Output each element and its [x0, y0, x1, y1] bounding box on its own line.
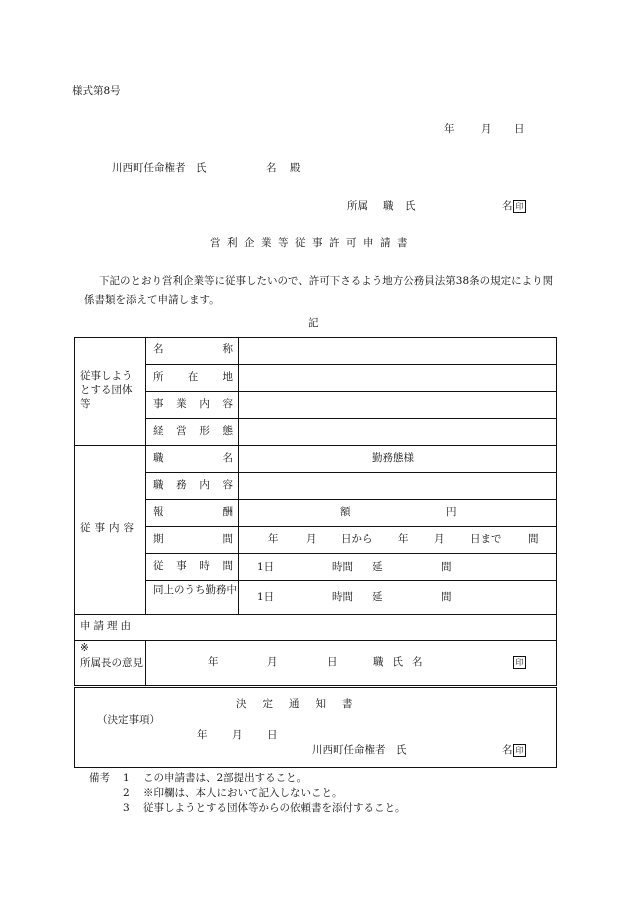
table-line	[145, 499, 557, 500]
addressee-name-end: 名	[266, 162, 277, 174]
date-month: 月	[481, 123, 492, 135]
applicant-position: 職	[383, 200, 394, 212]
period-day-from: 日から	[341, 533, 373, 545]
hours2-hours: 時間	[332, 591, 353, 603]
duty-section-label: 従事内容	[80, 522, 138, 534]
note-number: 3	[123, 802, 130, 814]
body-text: 下記のとおり営利企業等に従事したいので、許可下さるよう地方公務員法第38条の規定により関係書類を添えて申請します。	[84, 275, 554, 306]
duty-row-content-label: 職 務 内 容	[153, 479, 233, 491]
applicant-name-end: 名	[502, 200, 513, 212]
opinion-month: 月	[267, 656, 278, 668]
period-month-from: 月	[306, 533, 317, 545]
period-total: 間	[528, 533, 539, 545]
table-line	[74, 640, 557, 641]
form-title: 営利企業等従事許可申請書	[210, 237, 414, 249]
hours-end: 間	[441, 561, 452, 573]
period-day-to: 日まで	[470, 533, 502, 545]
decision-matters: （決定事項）	[97, 714, 160, 726]
date-day: 日	[514, 123, 525, 135]
decision-day: 日	[267, 729, 278, 741]
duty-row-reward-label: 報 酬	[153, 506, 233, 518]
period-year-to: 年	[398, 533, 409, 545]
reward-gaku: 額	[340, 506, 351, 518]
table-line	[145, 418, 557, 419]
table-line	[145, 640, 146, 686]
duty-row-title-label: 職 名	[153, 452, 233, 464]
notes-label: 備考	[89, 772, 110, 784]
table-line	[145, 580, 557, 581]
duty-work-style: 勤務態様	[372, 452, 414, 464]
decision-seal: 印	[513, 744, 526, 757]
decision-signer: 川西町任命権者 氏	[312, 744, 407, 756]
note-number: 2	[123, 787, 130, 799]
applicant-seal: 印	[513, 200, 526, 213]
org-row-business-label: 事 業 内 容	[153, 398, 233, 410]
note-text: 従事しようとする団体等からの依頼書を添付すること。	[143, 802, 406, 814]
addressee-name: 川西町任命権者 氏	[112, 162, 207, 174]
decision-year: 年	[197, 729, 208, 741]
form-number: 様式第8号	[72, 85, 121, 97]
hours2-end: 間	[441, 591, 452, 603]
table-line	[145, 391, 557, 392]
table-line	[145, 364, 557, 365]
org-section-label: 従事しようとする団体等	[80, 370, 133, 410]
decision-month: 月	[232, 729, 243, 741]
table-line	[145, 337, 146, 614]
hours-hours: 時間	[332, 561, 353, 573]
table-line	[145, 472, 557, 473]
applicant-affiliation: 所属	[347, 200, 368, 212]
duty-row-during-work-label: 同上のうち勤務中	[153, 584, 237, 596]
hours2-nobe: 延	[372, 591, 383, 603]
org-row-management-label: 経 営 形 態	[153, 425, 233, 437]
decision-title: 決定通知書	[236, 698, 369, 710]
hours-nobe: 延	[372, 561, 383, 573]
reward-yen: 円	[446, 506, 457, 518]
org-row-address-label: 所 在 地	[153, 371, 233, 383]
period-month-to: 月	[434, 533, 445, 545]
opinion-seal: 印	[513, 656, 526, 669]
opinion-day: 日	[327, 656, 338, 668]
table-line	[238, 337, 239, 614]
date-year: 年	[444, 123, 455, 135]
table-outer-border	[74, 337, 557, 686]
note-text: この申請書は、2部提出すること。	[143, 772, 308, 784]
table-line	[74, 445, 557, 446]
note-text: ※印欄は、本人において記入しないこと。	[143, 787, 343, 799]
hours2-day: 1日	[257, 591, 275, 603]
opinion-year: 年	[208, 656, 219, 668]
period-year-from: 年	[268, 533, 279, 545]
decision-signer-end: 名	[502, 744, 513, 756]
duty-row-period-label: 期 間	[153, 533, 233, 545]
table-line	[74, 614, 557, 615]
duty-row-hours-label: 従 事 時 間	[153, 560, 233, 572]
ki-label: 記	[308, 317, 319, 329]
table-line	[145, 526, 557, 527]
addressee-honorific: 殿	[290, 162, 301, 174]
hours-day: 1日	[257, 561, 275, 573]
applicant-surname: 氏	[405, 200, 416, 212]
reason-label: 申請理由	[80, 620, 134, 632]
table-line	[145, 553, 557, 554]
opinion-mark: ※	[80, 642, 89, 654]
opinion-label: 所属長の意見	[80, 657, 143, 669]
opinion-position-name: 職氏名	[373, 656, 432, 668]
note-number: 1	[123, 772, 130, 784]
org-row-name-label: 名 称	[153, 343, 233, 355]
